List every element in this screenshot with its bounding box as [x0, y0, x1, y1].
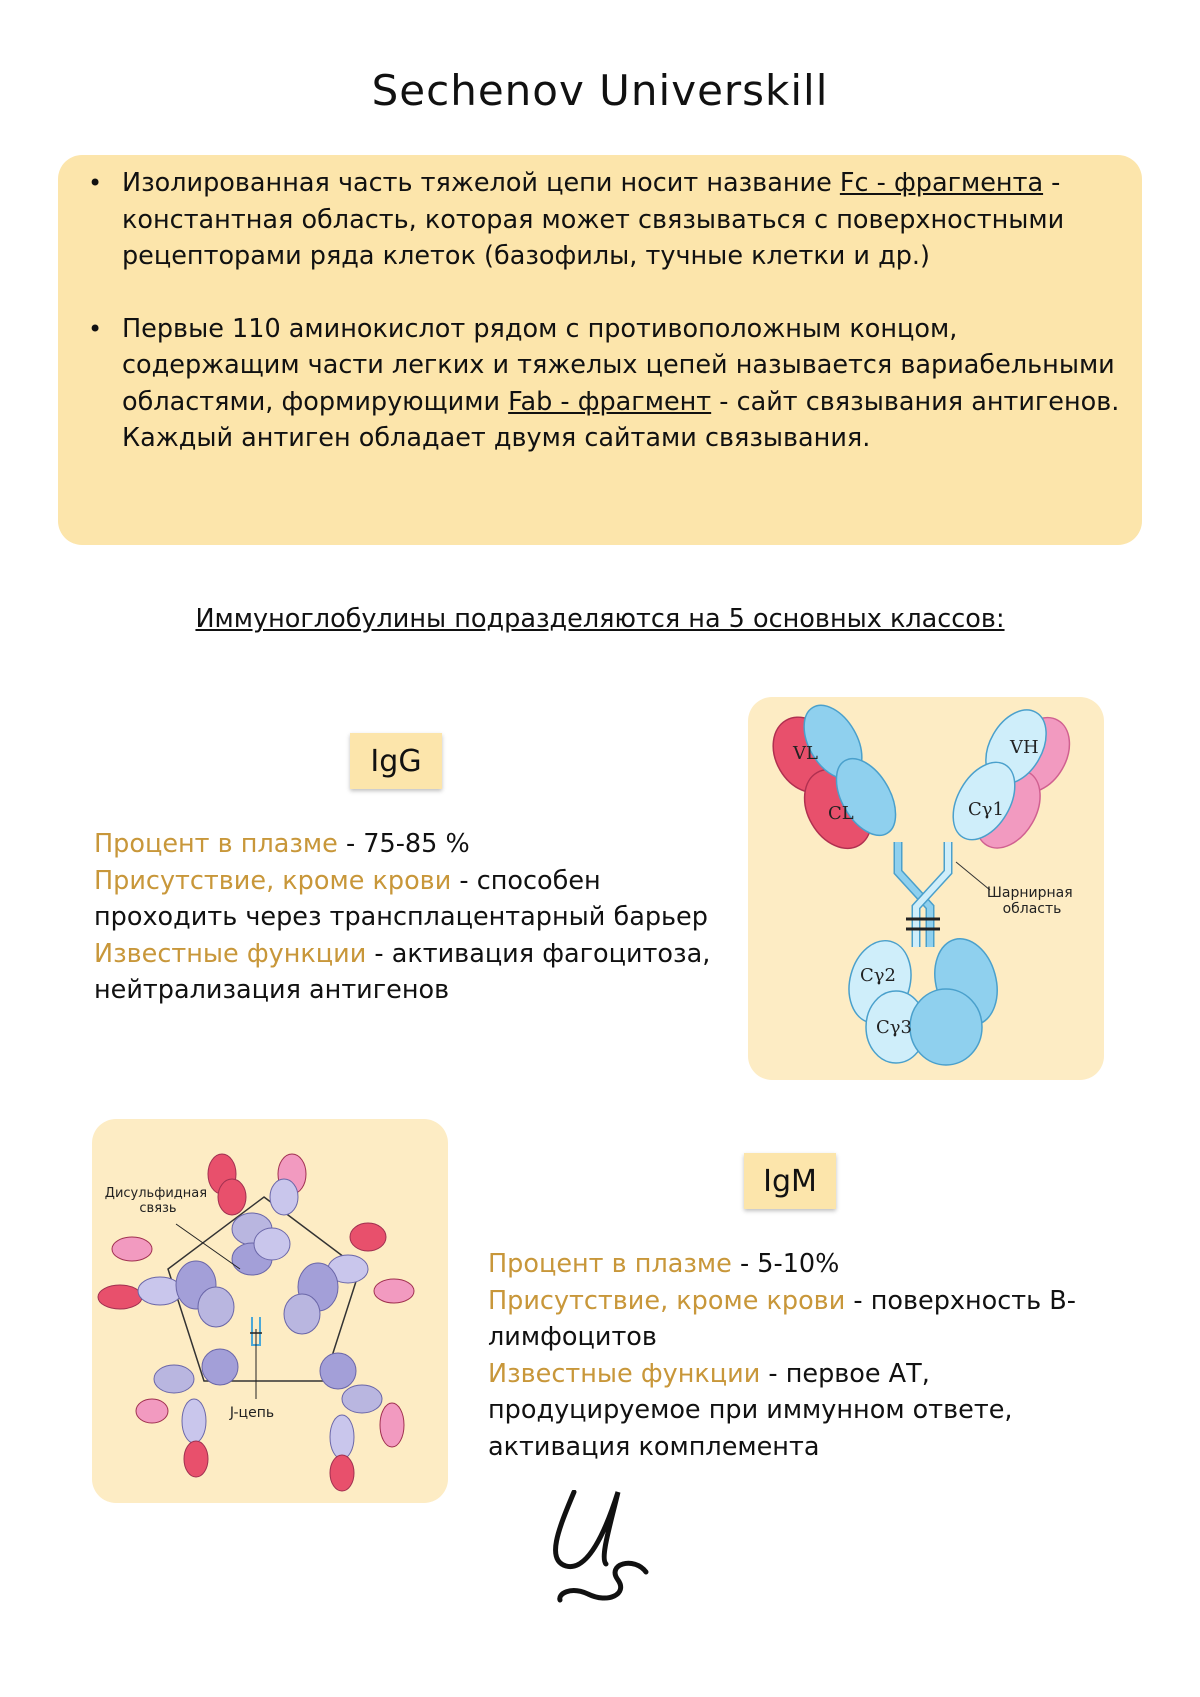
cg1-label: Cγ1: [968, 799, 1004, 820]
fab-fragment-term: Fab - фрагмент: [508, 386, 712, 417]
info-box: [58, 155, 1142, 545]
cl-label: CL: [828, 803, 854, 824]
igg-tag: IgG: [350, 733, 442, 789]
igm-tag: IgM: [744, 1153, 836, 1209]
cg2-label: Cγ2: [860, 965, 896, 986]
disulfide-label-line2: связь: [139, 1201, 177, 1216]
igm-monomer-bottom-right: [320, 1353, 404, 1491]
igg-functions-row: Известные функции - активация фагоцитоза, нейтрализация антигенов: [94, 938, 711, 1005]
hinge-label: [987, 885, 1077, 917]
vl-label: VL: [793, 743, 818, 764]
igg-properties: [94, 826, 714, 1009]
info-item-fc: • Изолированная часть тяжелой цепи носит название Fc - фрагмента - константная область, которая может связываться с поверхностными рецепторами ряда клеток (базофилы, тучные клетки и др.): [76, 165, 1122, 275]
igm-monomer-right: [284, 1223, 414, 1334]
igm-monomer-bottom-left: [136, 1349, 238, 1477]
igg-diagram: [748, 697, 1104, 1080]
classes-heading: Иммуноглобулины подразделяются на 5 основных классов:: [195, 604, 1005, 634]
disulfide-label: [105, 1186, 211, 1216]
us-logo-icon: [548, 1490, 652, 1604]
hinge-label-line1: Шарнирная: [986, 885, 1073, 901]
jchain-label: J-цепь: [229, 1405, 275, 1421]
hinge-label-line2: область: [1002, 901, 1062, 917]
igm-properties: [488, 1246, 1128, 1465]
igm-diagram: [92, 1119, 448, 1503]
vh-label: VH: [1010, 737, 1039, 758]
disulfide-label-line1: Дисульфидная: [104, 1186, 208, 1201]
igm-functions-row: Известные функции - первое АТ, продуцируемое при иммунном ответе, активация комплемента: [488, 1358, 1013, 1462]
fc-fragment-term: Fc - фрагмента: [839, 168, 1044, 198]
page-title: Sechenov Universkill: [371, 66, 829, 115]
info-item-fab: • Первые 110 аминокислот рядом с противоположным концом, содержащим части легких и тяжелых цепей называется вариабельными областями, формирующими Fab - фрагмент - сайт связывания антигенов. Каждый антиген обладает двумя сайтами связывания.: [76, 311, 1122, 457]
cg3-label: Cγ3: [876, 1017, 912, 1038]
igm-presence-row: Присутствие, кроме крови - поверхность B-лимфоцитов: [488, 1285, 1076, 1352]
igm-plasma-row: Процент в плазме - 5-10%: [488, 1249, 840, 1279]
igg-presence-row: Присутствие, кроме крови - способен проходить через трансплацентарный барьер: [94, 865, 708, 932]
igg-plasma-row: Процент в плазме - 75-85 %: [94, 829, 470, 859]
